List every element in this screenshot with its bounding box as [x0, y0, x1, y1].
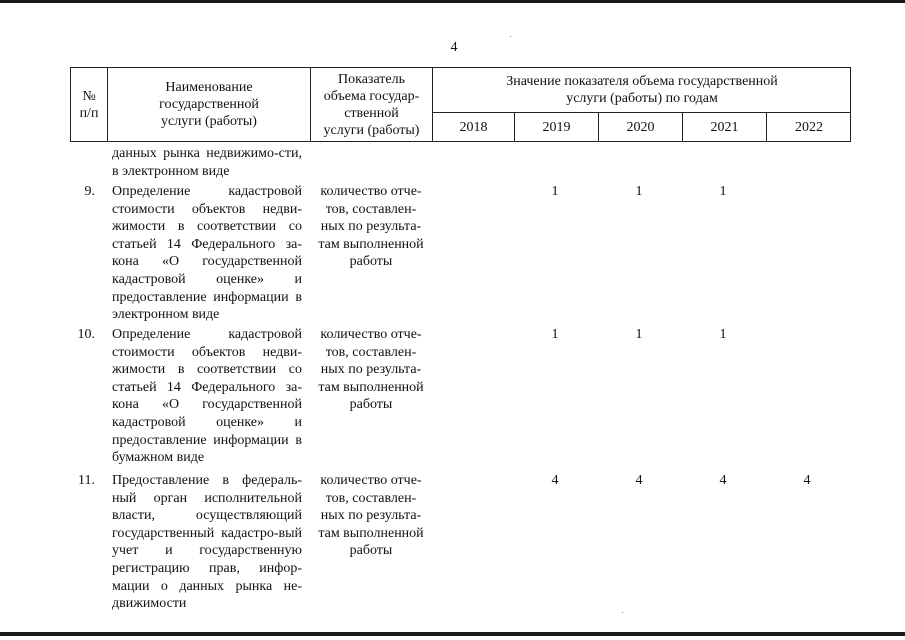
scan-speck	[622, 612, 623, 613]
value-2019: 1	[551, 184, 559, 199]
value-2020: 1	[635, 327, 643, 342]
row-number: 9.	[84, 184, 95, 199]
header-service-name: Наименование государственной услуги (работы)	[159, 80, 259, 129]
value-2019: 4	[551, 473, 559, 488]
scan-edge-top	[0, 0, 905, 3]
indicator-name: количество отче- тов, составлен- ных по результа- там выполненной работы	[318, 184, 424, 270]
value-2021: 4	[719, 473, 727, 488]
header-indicator: Показатель объема государ- ственной услуги (работы)	[323, 71, 420, 138]
value-2020: 1	[635, 184, 643, 199]
continued-service-name: данных рынка недвижимо-сти, в электронном виде	[112, 146, 302, 179]
header-num: № п/п	[79, 88, 99, 121]
header-year: 2022	[795, 120, 823, 135]
value-2021: 1	[719, 327, 727, 342]
scan-edge-bottom	[0, 632, 905, 636]
scan-speck	[510, 36, 511, 37]
service-name: Определение кадастровой стоимости объектов недви-жимости в соответствии со статьей 14 Федерального за-кона «О государственной кадастровой оценке» и предоставление информации в бумажном виде	[112, 327, 302, 466]
value-2020: 4	[635, 473, 643, 488]
header-year: 2021	[710, 120, 739, 135]
page-number: 4	[450, 40, 458, 55]
indicator-name: количество отче- тов, составлен- ных по результа- там выполненной работы	[318, 327, 424, 413]
service-name: Определение кадастровой стоимости объектов недви-жимости в соответствии со статьей 14 Федерального за-кона «О государственной кадастровой оценке» и предоставление информации в электронном виде	[112, 184, 302, 323]
service-name: Предоставление в федераль-ный орган исполнительной власти, осуществляющий государственный кадастро-вый учет и государственную регистрацию прав, инфор-мации о данных рынка не-движимости	[112, 473, 302, 612]
row-number: 11.	[78, 473, 95, 488]
value-2022: 4	[803, 473, 811, 488]
header-year: 2018	[459, 120, 488, 135]
value-2019: 1	[551, 327, 559, 342]
header-values-title: Значение показателя объема государственной услуги (работы) по годам	[506, 74, 778, 106]
value-2021: 1	[719, 184, 727, 199]
header-year: 2020	[626, 120, 655, 135]
row-number: 10.	[77, 327, 95, 342]
header-year: 2019	[542, 120, 571, 135]
indicator-name: количество отче- тов, составлен- ных по результа- там выполненной работы	[318, 473, 424, 559]
